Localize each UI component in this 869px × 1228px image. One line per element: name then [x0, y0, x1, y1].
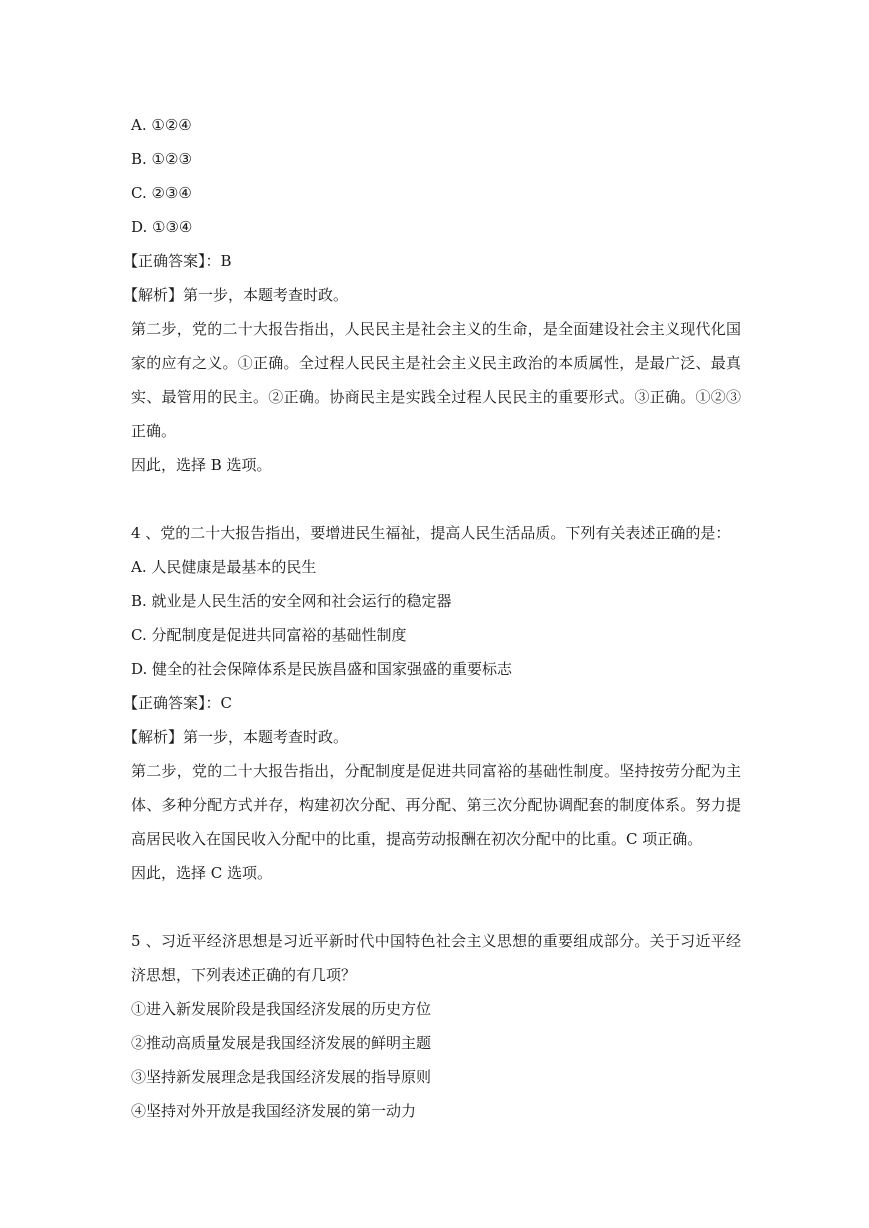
document-page — [123, 108, 741, 1128]
option-d: D. ①③④ — [131, 218, 193, 236]
question-3 — [123, 108, 741, 482]
question-text: 5 、习近平经济思想是习近平新时代中国特色社会主义思想的重要组成部分。关于习近平经济思想，下列表述正确的有几项？ — [131, 932, 741, 984]
question-5 — [131, 924, 741, 1128]
statement-3: ③坚持新发展理念是我国经济发展的指导原则 — [131, 1068, 432, 1086]
spacer — [131, 482, 741, 516]
analysis-step-1: 【解析】第一步，本题考查时政。 — [123, 286, 349, 304]
option-b: B. ①②③ — [131, 150, 192, 168]
correct-answer: 【正确答案】：B — [123, 252, 232, 270]
question-text: 4 、党的二十大报告指出，要增进民生福祉，提高人民生活品质。下列有关表述正确的是： — [131, 524, 731, 542]
correct-answer: 【正确答案】：C — [123, 694, 232, 712]
option-a: A. ①②④ — [131, 116, 192, 134]
option-c: C. 分配制度是促进共同富裕的基础性制度 — [131, 626, 407, 644]
statement-4: ④坚持对外开放是我国经济发展的第一动力 — [131, 1102, 417, 1120]
option-a: A. 人民健康是最基本的民生 — [131, 558, 317, 576]
option-c: C. ②③④ — [131, 184, 192, 202]
analysis-step-2: 第二步，党的二十大报告指出，人民民主是社会主义的生命，是全面建设社会主义现代化国家的应有之义。①正确。全过程人民民主是社会主义民主政治的本质属性，是最广泛、最真实、最管用的民主。②正确。协商民主是实践全过程人民民主的重要形式。③正确。①②③正确。 — [131, 320, 741, 440]
analysis-step-1: 【解析】第一步，本题考查时政。 — [123, 728, 349, 746]
analysis-step-2: 第二步，党的二十大报告指出，分配制度是促进共同富裕的基础性制度。坚持按劳分配为主体、多种分配方式并存，构建初次分配、再分配、第三次分配协调配套的制度体系。努力提高居民收入在国民收入分配中的比重，提高劳动报酬在初次分配中的比重。C 项正确。 — [131, 762, 741, 848]
option-b: B. 就业是人民生活的安全网和社会运行的稳定器 — [131, 592, 452, 610]
statement-1: ①进入新发展阶段是我国经济发展的历史方位 — [131, 1000, 432, 1018]
conclusion: 因此，选择 B 选项。 — [131, 456, 272, 474]
spacer — [131, 890, 741, 924]
question-4 — [123, 516, 741, 890]
conclusion: 因此，选择 C 选项。 — [131, 864, 273, 882]
statement-2: ②推动高质量发展是我国经济发展的鲜明主题 — [131, 1034, 432, 1052]
option-d: D. 健全的社会保障体系是民族昌盛和国家强盛的重要标志 — [131, 660, 513, 678]
